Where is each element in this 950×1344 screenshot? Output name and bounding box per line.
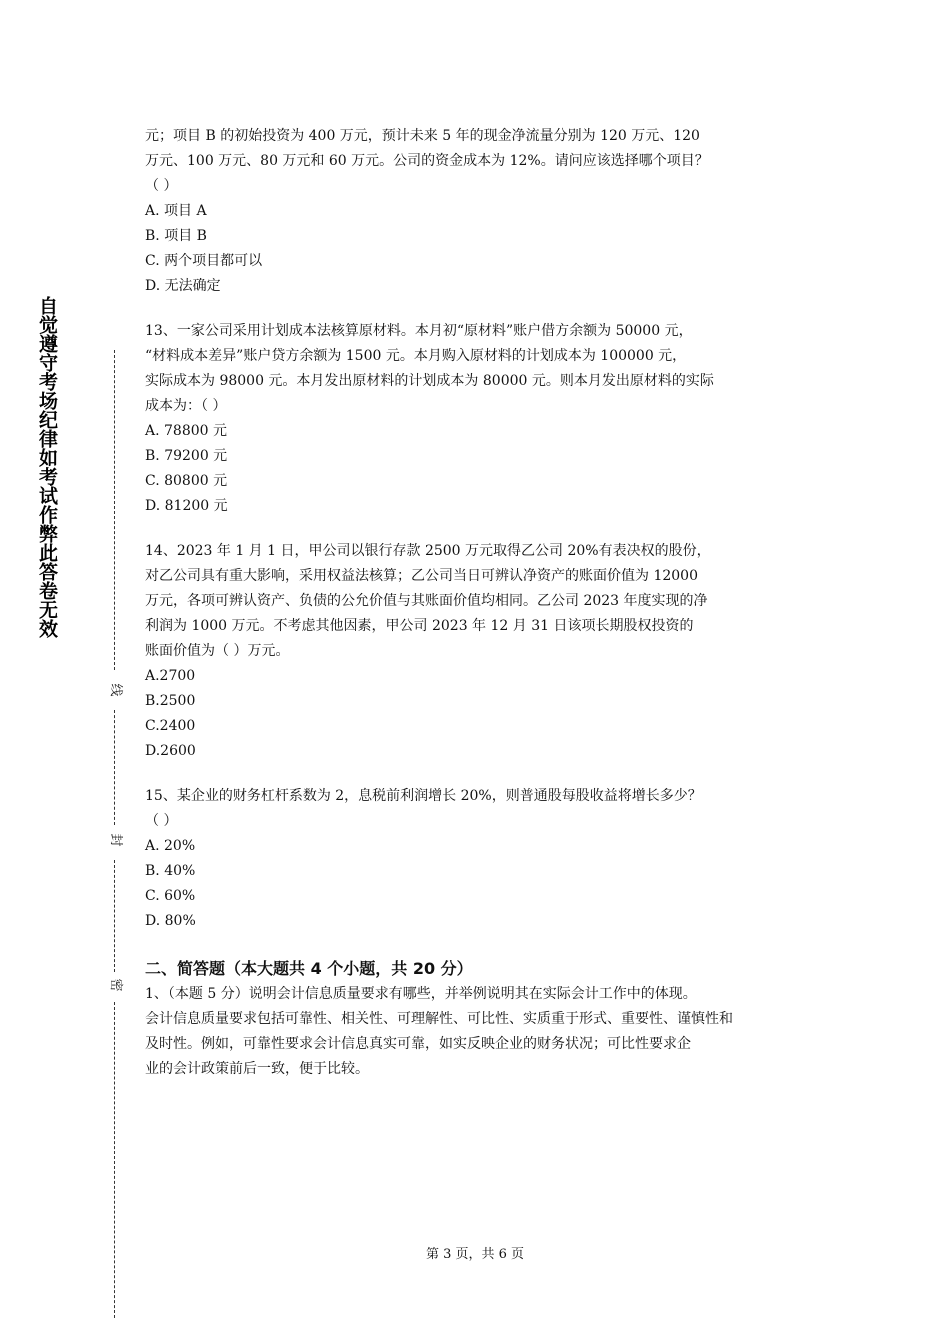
question-text-line: 14、2023 年 1 月 1 日，甲公司以银行存款 2500 万元取得乙公司 20%有表决权的股份， xyxy=(145,543,711,559)
section-short-answer xyxy=(145,956,810,1082)
option-b: B.2500 xyxy=(145,693,196,709)
question-text-line: 元；项目 B 的初始投资为 400 万元，预计未来 5 年的现金净流量分别为 120 万元、120 xyxy=(145,128,700,144)
question-text-line: 万元，各项可辨认资产、负债的公允价值与其账面价值均相同。乙公司 2023 年度实现的净 xyxy=(145,593,708,609)
question-text-line: 万元、100 万元、80 万元和 60 万元。公司的资金成本为 12%。请问应该选择哪个项目？ xyxy=(145,153,709,169)
binding-mark-xian: 线 xyxy=(108,683,123,697)
option-d: D. 81200 元 xyxy=(145,498,228,514)
option-c: C.2400 xyxy=(145,718,196,734)
question-15 xyxy=(145,784,810,934)
option-b: B. 项目 B xyxy=(145,228,207,244)
question-text-line: 实际成本为 98000 元。本月发出原材料的计划成本为 80000 元。则本月发出原材料的实际 xyxy=(145,373,714,389)
question-text-line: “材料成本差异”账户贷方余额为 1500 元。本月购入原材料的计划成本为 100000 元， xyxy=(145,348,687,364)
option-d: D. 80% xyxy=(145,913,196,929)
dashed-segment xyxy=(114,1002,115,1318)
answer-text-line: 1、（本题 5 分）说明会计信息质量要求有哪些，并举例说明其在实际会计工作中的体现。 xyxy=(145,986,697,1002)
option-a: A. 78800 元 xyxy=(145,423,227,439)
option-a: A. 20% xyxy=(145,838,196,854)
dashed-segment xyxy=(114,860,115,972)
question-13 xyxy=(145,319,810,519)
binding-line xyxy=(100,350,130,1320)
option-c: C. 80800 元 xyxy=(145,473,228,489)
option-c: C. 60% xyxy=(145,888,196,904)
option-a: A.2700 xyxy=(145,668,196,684)
binding-mark-feng: 封 xyxy=(108,833,123,847)
question-text-line: （ ） xyxy=(145,813,178,829)
question-12 xyxy=(145,124,810,299)
answer-text-line: 及时性。例如，可靠性要求会计信息真实可靠，如实反映企业的财务状况；可比性要求企 xyxy=(145,1036,691,1052)
question-text-line: 15、某企业的财务杠杆系数为 2，息税前利润增长 20%，则普通股每股收益将增长多少？ xyxy=(145,788,702,804)
dashed-segment xyxy=(114,710,115,825)
binding-mark-mi: 密 xyxy=(108,978,123,992)
question-text-line: 利润为 1000 万元。不考虑其他因素，甲公司 2023 年 12 月 31 日该项长期股权投资的 xyxy=(145,618,694,634)
option-b: B. 40% xyxy=(145,863,196,879)
section-title: 二、简答题（本大题共 4 个小题，共 20 分） xyxy=(145,959,473,978)
question-text-line: 账面价值为（ ）万元。 xyxy=(145,643,290,659)
question-14 xyxy=(145,539,810,764)
question-text-line: 对乙公司具有重大影响，采用权益法核算；乙公司当日可辨认净资产的账面价值为 12000 xyxy=(145,568,698,584)
exam-discipline-warning: 自觉遵守考场纪律如考试作弊此答卷无效 xyxy=(36,296,58,638)
option-c: C. 两个项目都可以 xyxy=(145,253,263,269)
option-b: B. 79200 元 xyxy=(145,448,228,464)
exam-content xyxy=(145,124,810,1082)
question-text-line: （ ） xyxy=(145,178,178,194)
option-d: D.2600 xyxy=(145,743,196,759)
dashed-segment xyxy=(114,350,115,670)
option-a: A. 项目 A xyxy=(145,203,207,219)
page-number: 第 3 页，共 6 页 xyxy=(425,1247,525,1262)
answer-text-line: 会计信息质量要求包括可靠性、相关性、可理解性、可比性、实质重于形式、重要性、谨慎性和 xyxy=(145,1011,733,1027)
question-text-line: 成本为：（ ） xyxy=(145,398,227,414)
answer-text-line: 业的会计政策前后一致，便于比较。 xyxy=(145,1061,369,1077)
option-d: D. 无法确定 xyxy=(145,278,221,294)
question-text-line: 13、一家公司采用计划成本法核算原材料。本月初“原材料”账户借方余额为 50000 元， xyxy=(145,323,693,339)
